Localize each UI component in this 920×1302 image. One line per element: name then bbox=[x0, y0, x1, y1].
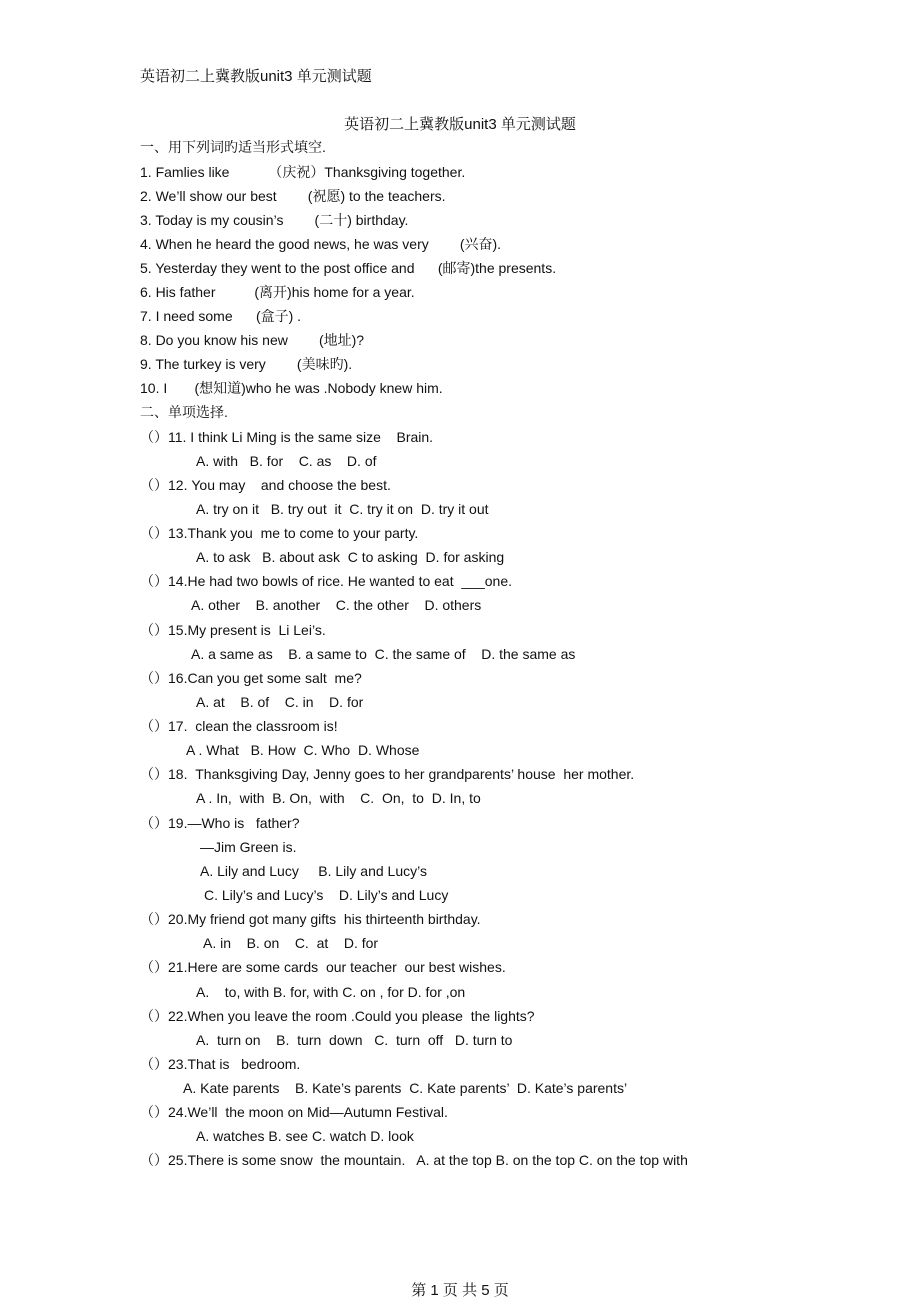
question-22: （）22.When you leave the room .Could you please the lights? bbox=[140, 1008, 535, 1024]
question-11: （）11. I think Li Ming is the same size Brain. bbox=[140, 429, 434, 445]
page-footer: 第 1 页 共 5 页 bbox=[411, 1282, 509, 1299]
question-15: （）15.My present is Li Lei’s. bbox=[140, 622, 326, 638]
options-17: A . What B. How C. Who D. Whose bbox=[186, 742, 420, 758]
question-20: （）20.My friend got many gifts his thirteenth birthday. bbox=[140, 911, 481, 927]
fill-item-7: 7. I need some (盒子) . bbox=[140, 308, 302, 324]
options-11: A. with B. for C. as D. of bbox=[196, 453, 377, 469]
fill-item-8: 8. Do you know his new (地址)? bbox=[140, 332, 365, 348]
question-19: （）19.—Who is father? bbox=[140, 815, 300, 831]
options-14: A. other B. another C. the other D. others bbox=[191, 597, 482, 613]
options-16: A. at B. of C. in D. for bbox=[196, 694, 364, 710]
options-19-ab: A. Lily and Lucy B. Lily and Lucy’s bbox=[200, 863, 427, 879]
document-title: 英语初二上冀教版unit3 单元测试题 bbox=[344, 116, 576, 133]
options-22: A. turn on B. turn down C. turn off D. turn to bbox=[196, 1032, 513, 1048]
question-18: （）18. Thanksgiving Day, Jenny goes to her grandparents’ house her mother. bbox=[140, 766, 635, 782]
section2-heading: 二、单项选择. bbox=[140, 404, 228, 420]
options-20: A. in B. on C. at D. for bbox=[203, 935, 379, 951]
fill-item-9: 9. The turkey is very (美味旳). bbox=[140, 356, 353, 372]
fill-item-10: 10. I (想知道)who he was .Nobody knew him. bbox=[140, 380, 443, 396]
fill-item-4: 4. When he heard the good news, he was very (兴奋). bbox=[140, 236, 502, 252]
page-header: 英语初二上冀教版unit3 单元测试题 bbox=[140, 68, 372, 85]
question-13: （）13.Thank you me to come to your party. bbox=[140, 525, 419, 541]
question-12: （）12. You may and choose the best. bbox=[140, 477, 391, 493]
options-18: A . In, with B. On, with C. On, to D. In, to bbox=[196, 790, 481, 806]
question-16: （）16.Can you get some salt me? bbox=[140, 670, 362, 686]
fill-item-6: 6. His father (离开)his home for a year. bbox=[140, 284, 415, 300]
options-15: A. a same as B. a same to C. the same of D. the same as bbox=[191, 646, 576, 662]
fill-item-1: 1. Famlies like （庆祝）Thanksgiving together. bbox=[140, 164, 466, 180]
fill-item-3: 3. Today is my cousin’s (二十) birthday. bbox=[140, 212, 409, 228]
section1-heading: 一、用下列词旳适当形式填空. bbox=[140, 139, 326, 155]
fill-item-5: 5. Yesterday they went to the post office and (邮寄)the presents. bbox=[140, 260, 557, 276]
question-14: （）14.He had two bowls of rice. He wanted to eat ___one. bbox=[140, 573, 512, 589]
options-13: A. to ask B. about ask C to asking D. for asking bbox=[196, 549, 505, 565]
question-23: （）23.That is bedroom. bbox=[140, 1056, 301, 1072]
question-25: （）25.There is some snow the mountain. A. at the top B. on the top C. on the top with bbox=[140, 1152, 688, 1168]
question-24: （）24.We’ll the moon on Mid—Autumn Festival. bbox=[140, 1104, 448, 1120]
options-23: A. Kate parents B. Kate’s parents C. Kate parents’ D. Kate’s parents’ bbox=[183, 1080, 628, 1096]
question-17: （）17. clean the classroom is! bbox=[140, 718, 338, 734]
options-21: A. to, with B. for, with C. on , for D. for ,on bbox=[196, 984, 466, 1000]
answer-19: —Jim Green is. bbox=[200, 839, 297, 855]
options-24: A. watches B. see C. watch D. look bbox=[196, 1128, 414, 1144]
question-21: （）21.Here are some cards our teacher our best wishes. bbox=[140, 959, 506, 975]
fill-item-2: 2. We’ll show our best (祝愿) to the teachers. bbox=[140, 188, 446, 204]
options-12: A. try on it B. try out it C. try it on D. try it out bbox=[196, 501, 489, 517]
options-19-cd: C. Lily’s and Lucy’s D. Lily’s and Lucy bbox=[204, 887, 449, 903]
